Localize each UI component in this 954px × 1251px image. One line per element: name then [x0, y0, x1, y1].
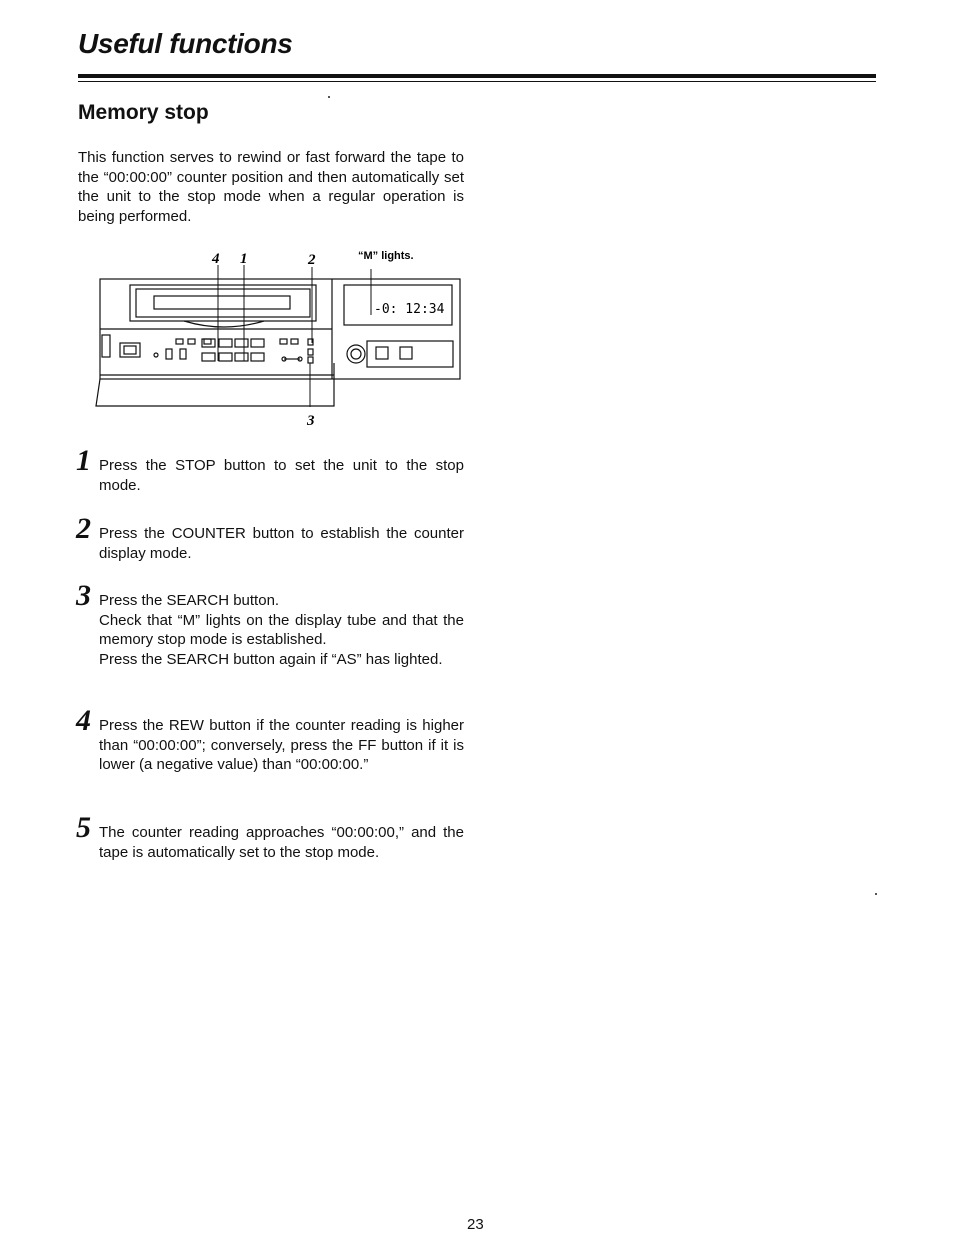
- step-line: Press the COUNTER button to establish the counter display mode.: [99, 525, 464, 562]
- scan-speck: [875, 893, 877, 895]
- callout-4: 4: [212, 251, 220, 267]
- step-line: Check that “M” lights on the display tube and that the memory stop mode is established.: [99, 611, 464, 648]
- step-line: Press the SEARCH button.: [99, 592, 280, 609]
- m-lights-label: “M” lights.: [358, 250, 414, 262]
- step-number: 3: [76, 579, 91, 612]
- step-line: Press the REW button if the counter reading is higher than “00:00:00”; conversely, press the FF button if it is lower (a negative value) than “00:00:00.”: [99, 717, 464, 773]
- page-number: 23: [467, 1216, 484, 1233]
- step-number: 4: [76, 704, 91, 737]
- step-number: 2: [76, 512, 91, 545]
- intro-text: This function serves to rewind or fast forward the tape to the “00:00:00” counter position and then automatically set the unit to the stop mode when a regular operation is being performed.: [78, 149, 464, 225]
- header-rule-thick: [78, 74, 876, 78]
- step-text: [99, 823, 464, 862]
- callout-1: 1: [240, 251, 248, 267]
- vcr-front-panel-diagram: [94, 243, 466, 433]
- header-rule-thin: [78, 81, 876, 82]
- step-text: [99, 716, 464, 775]
- step-line: The counter reading approaches “00:00:00,” and the tape is automatically set to the stop mode.: [99, 824, 464, 861]
- callout-2: 2: [308, 252, 316, 268]
- step-line: Press the STOP button to set the unit to the stop mode.: [99, 457, 464, 494]
- intro-paragraph: [78, 148, 464, 226]
- section-title: Useful functions: [78, 28, 293, 59]
- step-text: [99, 524, 464, 563]
- step-number: 5: [76, 811, 91, 844]
- callout-3: 3: [307, 413, 315, 429]
- step-line: Press the SEARCH button again if “AS” has lighted.: [99, 650, 443, 668]
- display-reading: -0: 12:34: [374, 302, 445, 317]
- step-number: 1: [76, 444, 91, 477]
- step-text: [99, 591, 464, 669]
- scan-speck: [328, 96, 330, 98]
- step-text: [99, 456, 464, 495]
- subsection-title: Memory stop: [78, 101, 209, 124]
